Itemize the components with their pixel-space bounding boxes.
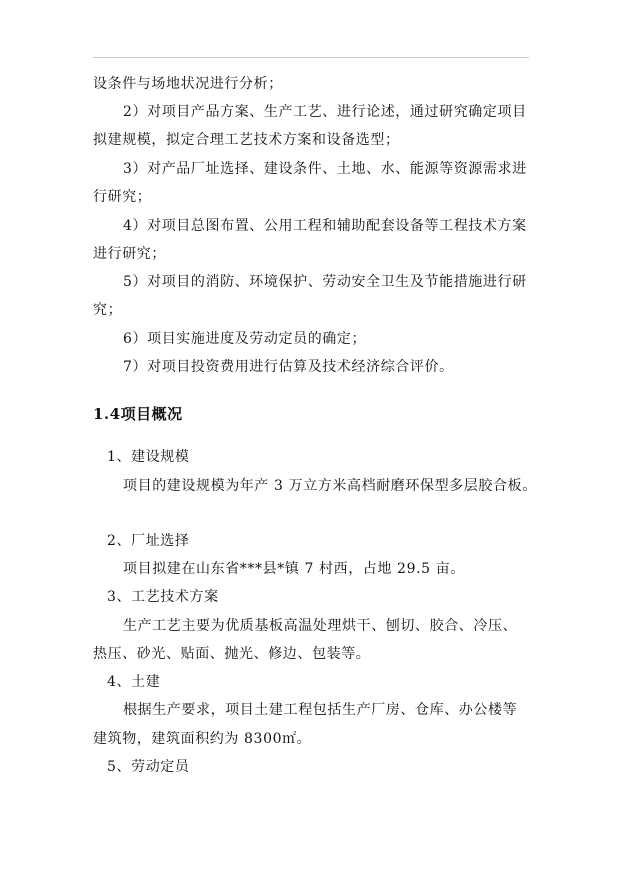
section-heading: 1.4项目概况 [93,405,183,423]
item-text: 建筑物，建筑面积约为 8300㎡。 [93,731,312,747]
item-text: 生产工艺主要为优质基板高温处理烘干、刨切、胶合、冷压、 [123,618,518,634]
item-text: 热压、砂光、贴面、抛光、修边、包装等。 [93,646,371,662]
item-label: 5、劳动定员 [107,759,190,775]
body-line: 进行研究； [93,246,166,262]
list-item: 7）对项目投资费用进行估算及技术经济综合评价。 [123,359,454,375]
body-line: 究； [93,302,123,318]
item-text: 根据生产要求，项目土建工程包括生产厂房、仓库、办公楼等 [123,702,518,718]
list-item: 6）项目实施进度及劳动定员的确定； [123,331,367,347]
list-item: 4）对项目总图布置、公用工程和辅助配套设备等工程技术方案 [123,218,527,234]
item-label: 1、建设规模 [107,449,190,465]
list-item: 3）对产品厂址选择、建设条件、土地、水、能源等资源需求进 [123,161,527,177]
item-text: 项目的建设规模为年产 3 万立方米高档耐磨环保型多层胶合板。 [123,478,537,494]
item-label: 2、厂址选择 [107,533,190,549]
item-label: 4、土建 [107,674,161,690]
list-item: 5）对项目的消防、环境保护、劳动安全卫生及节能措施进行研 [123,274,527,290]
body-line: 拟建规模，拟定合理工艺技术方案和设备选型； [93,132,400,148]
item-label: 3、工艺技术方案 [107,589,219,605]
header-rule [93,57,529,58]
list-item: 2）对项目产品方案、生产工艺、进行论述，通过研究确定项目 [123,104,527,120]
item-text: 项目拟建在山东省***县*镇 7 村西，占地 29.5 亩。 [123,561,465,577]
body-line: 设条件与场地状况进行分析； [93,76,283,92]
body-line: 行研究； [93,189,152,205]
